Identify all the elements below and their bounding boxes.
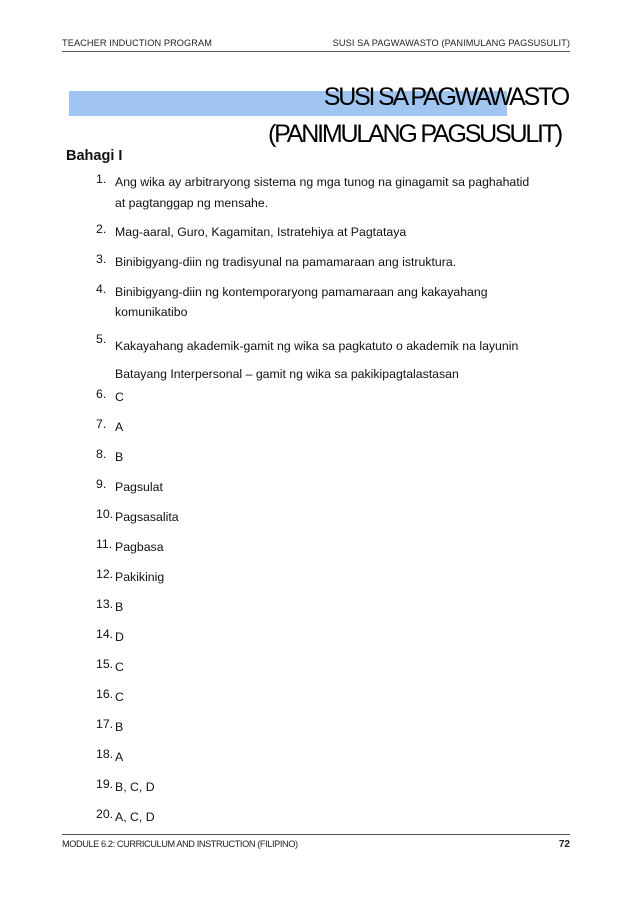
answer-number: 8. xyxy=(96,447,107,461)
answer-text xyxy=(115,777,565,798)
answer-text-line: Mag-aaral, Guro, Kagamitan, Istratehiya at Pagtataya xyxy=(115,225,407,239)
answer-number: 4. xyxy=(96,282,107,296)
answer-text-line: B xyxy=(115,450,124,464)
answer-text xyxy=(115,387,565,408)
answer-text-line: Kakayahang akademik-gamit ng wika sa pagkatuto o akademik na layunin xyxy=(115,339,519,353)
answer-number: 13. xyxy=(96,597,114,611)
answer-number: 19. xyxy=(96,777,114,791)
answer-text xyxy=(115,477,565,498)
answer-text xyxy=(115,222,565,243)
answer-text-line: B, C, D xyxy=(115,780,155,794)
answer-number: 3. xyxy=(96,252,107,266)
answer-text-line: A, C, D xyxy=(115,810,155,824)
answer-text xyxy=(115,597,565,618)
answer-text-line: Binibigyang-diin ng kontemporaryong pamamaraan ang kakayahang xyxy=(115,285,488,299)
page-title-line-1: SUSI SA PAGWAWASTO xyxy=(323,83,568,111)
answer-text xyxy=(115,807,565,828)
answer-text-line: komunikatibo xyxy=(115,305,188,319)
answer-text-line: D xyxy=(115,630,124,644)
answer-text xyxy=(115,172,565,214)
answer-text xyxy=(115,417,565,438)
answer-text-line: Pagbasa xyxy=(115,540,164,554)
section-heading: Bahagi I xyxy=(66,148,123,164)
answer-number: 18. xyxy=(96,747,114,761)
answer-text-line: Batayang Interpersonal – gamit ng wika sa pakikipagtalastasan xyxy=(115,367,459,381)
answer-text xyxy=(115,447,565,468)
answer-text-line: at pagtanggap ng mensahe. xyxy=(115,196,269,210)
answer-text xyxy=(115,747,565,768)
footer-divider xyxy=(62,834,570,835)
answer-number: 15. xyxy=(96,657,114,671)
answer-text-line: C xyxy=(115,390,124,404)
answer-number: 14. xyxy=(96,627,114,641)
answer-number: 11. xyxy=(96,537,113,551)
answer-text-line: Pakikinig xyxy=(115,570,165,584)
answer-text-line: C xyxy=(115,690,124,704)
answer-number: 20. xyxy=(96,807,114,821)
page-title-line-2: (PANIMULANG PAGSUSULIT) xyxy=(268,120,561,148)
footer-module-name: MODULE 6.2: CURRICULUM AND INSTRUCTION (FILIPINO) xyxy=(62,839,298,849)
header-program-name: TEACHER INDUCTION PROGRAM xyxy=(62,38,213,48)
answer-number: 2. xyxy=(96,222,107,236)
answer-text-line: B xyxy=(115,720,124,734)
answer-number: 16. xyxy=(96,687,114,701)
answer-number: 9. xyxy=(96,477,107,491)
answer-text-line: C xyxy=(115,660,124,674)
answer-text-line: A xyxy=(115,420,124,434)
answer-number: 12. xyxy=(96,567,114,581)
answer-number: 17. xyxy=(96,717,114,731)
answer-text xyxy=(115,507,565,528)
answer-text-line: Ang wika ay arbitraryong sistema ng mga tunog na ginagamit sa paghahatid xyxy=(115,175,530,189)
answer-text-line: A xyxy=(115,750,124,764)
answer-text xyxy=(115,252,565,273)
answer-number: 7. xyxy=(96,417,107,431)
answer-text xyxy=(115,567,565,588)
answer-text xyxy=(115,537,565,558)
header-document-title: SUSI SA PAGWAWASTO (PANIMULANG PAGSUSULIT) xyxy=(332,38,570,48)
header-divider xyxy=(62,51,570,52)
answer-text xyxy=(115,627,565,648)
answer-number: 5. xyxy=(96,332,107,346)
answer-text xyxy=(115,282,565,322)
answer-text-line: Pagsasalita xyxy=(115,510,179,524)
answer-text xyxy=(115,657,565,678)
answer-text xyxy=(115,687,565,708)
answer-number: 1. xyxy=(96,172,107,186)
answer-text xyxy=(115,332,565,388)
answer-text-line: B xyxy=(115,600,124,614)
answer-text xyxy=(115,717,565,738)
answer-text-line: Pagsulat xyxy=(115,480,163,494)
answer-text-line: Binibigyang-diin ng tradisyunal na pamamaraan ang istruktura. xyxy=(115,255,457,269)
answer-number: 10. xyxy=(96,507,114,521)
page-number: 72 xyxy=(558,839,570,850)
answer-number: 6. xyxy=(96,387,107,401)
